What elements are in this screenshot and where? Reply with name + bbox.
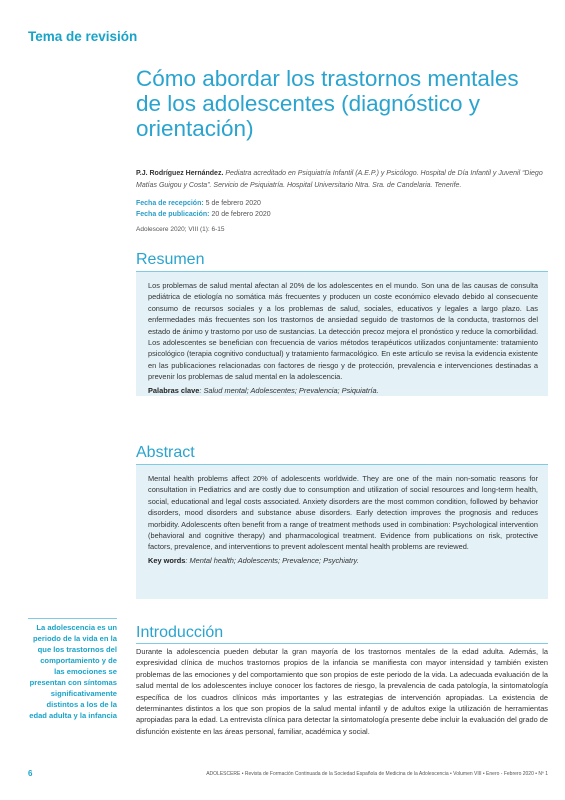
resumen-keywords [148, 385, 538, 396]
page-number: 6 [28, 769, 33, 778]
abstract-box [136, 465, 548, 599]
abstract-keywords-label: Key words [148, 555, 186, 565]
section-tag: Tema de revisión [28, 29, 138, 44]
abstract-keywords [148, 555, 538, 566]
introduccion-divider [136, 643, 548, 644]
published-value: 20 de febrero 2020 [211, 211, 271, 218]
article-title: Cómo abordar los trastornos mentales de los adolescentes (diagnóstico y orientación) [136, 66, 519, 141]
author-affiliation: Pediatra acreditado en Psiquiatría Infantil (A.E.P.) y Psicólogo. Hospital de Día Infantil y Juvenil “Diego Matías Guigou y Costa”. Servicio de Psiquiatría. Hospital Universitario Ntra. Sra. de Candelaria. Tenerife. [136, 170, 543, 189]
received-label: Fecha de recepción: [136, 200, 204, 207]
author-name: P.J. Rodríguez Hernández. [136, 170, 224, 177]
journal-footer: ADOLESCERE • Revista de Formación Continuada de la Sociedad Española de Medicina de la Adolescencia • Volumen VIII • Enero - Febrero 2020 • Nº 1 [206, 771, 548, 777]
resumen-keywords-value: : Salud mental; Adolescentes; Prevalencia; Psiquiatría. [199, 385, 379, 395]
published-label: Fecha de publicación: [136, 211, 210, 218]
received-value: 5 de febrero 2020 [205, 200, 261, 207]
introduccion-text: Durante la adolescencia pueden debutar la gran mayoría de los trastornos mentales de la edad adulta. Además, la expresividad clínica de muchos trastornos propios de la infancia se manifiesta con mayor intensidad y también existen problemas de las emociones y del comportamiento que son propios de este periodo de la vida. La adecuada evaluación de la salud mental de los adolescentes incluye conocer los factores de riesgo, la prevalencia de cada patología, la sintomatología específica de los cuadros clínicos más importantes y las estrategias de intervención apropiadas. La existencia de determinantes distintos a los que son propios de la salud mental infantil y de adultos exige la utilización de herramientas apropiadas para la edad. La entrevista clínica para detectar la sintomatología presente debe incluir la evaluación del grado de disfunción existente en las áreas personal, familiar, académica y social. [136, 647, 548, 736]
abstract-text: Mental health problems affect 20% of adolescents worldwide. They are one of the main non-somatic reasons for consultation in Pediatrics and are costly due to consumption and utilization of social resources and long-term health, social, educational and legal costs associated. Anxiety disorders are the most common condition, followed by behavior disorders, mood disorders and substance abuse disorders. Early detection improves the prognosis and reduces morbidity. Adolescents often benefit from a range of treatment methods used in combination: Psychological intervention (behavioral and cognitive therapy) and pharmacological treatment. Evidence from publications on risk, protective factors, prevalence, and interventions to prevent adolescent mental health problems are reviewed. [148, 474, 538, 552]
received-date [136, 198, 546, 209]
author-block [136, 168, 548, 192]
sidebar-divider [28, 618, 117, 619]
abstract-keywords-value: : Mental health; Adolescents; Prevalence; Psychiatry. [185, 555, 359, 565]
dates-block [136, 198, 546, 220]
resumen-heading: Resumen [136, 251, 205, 268]
sidebar-quote: La adolescencia es un periodo de la vida en la que los trastornos del comportamiento y de las emociones se presentan con síntomas significativamente distintos a los de la edad adulta y la infancia [29, 623, 117, 720]
resumen-text: Los problemas de salud mental afectan al 20% de los adolescentes en el mundo. Son una de las causas de consulta pediátrica de etiología no somática más frecuentes y producen un coste económico elevado debido al consecuente consumo de recursos sociales y a los problemas de salud, sociales, educativos y legales a largo plazo. Las enfermedades más frecuentes son los trastornos de ansiedad seguido de trastornos de la conducta, trastornos del estado de ánimo y trastorno por uso de sustancias. La detección precoz mejora el pronóstico y reduce la comorbilidad. Los adolescentes se benefician con frecuencia de varios métodos terapéuticos utilizados conjuntamente: tratamiento psicológico (terapia cognitivo conductual) y tratamiento farmacológico. En este artículo se revisa la evidencia existente en las publicaciones relacionadas con factores de riesgo y de protección, prevalencia e intervenciones destinadas a prevenir los problemas de salud mental en la adolescencia. [148, 281, 538, 382]
citation: Adolescere 2020; VIII (1): 6-15 [136, 226, 225, 233]
resumen-box [136, 272, 548, 396]
published-date [136, 209, 546, 220]
resumen-keywords-label: Palabras clave [148, 385, 200, 395]
introduccion-heading: Introducción [136, 624, 224, 641]
abstract-heading: Abstract [136, 444, 195, 461]
